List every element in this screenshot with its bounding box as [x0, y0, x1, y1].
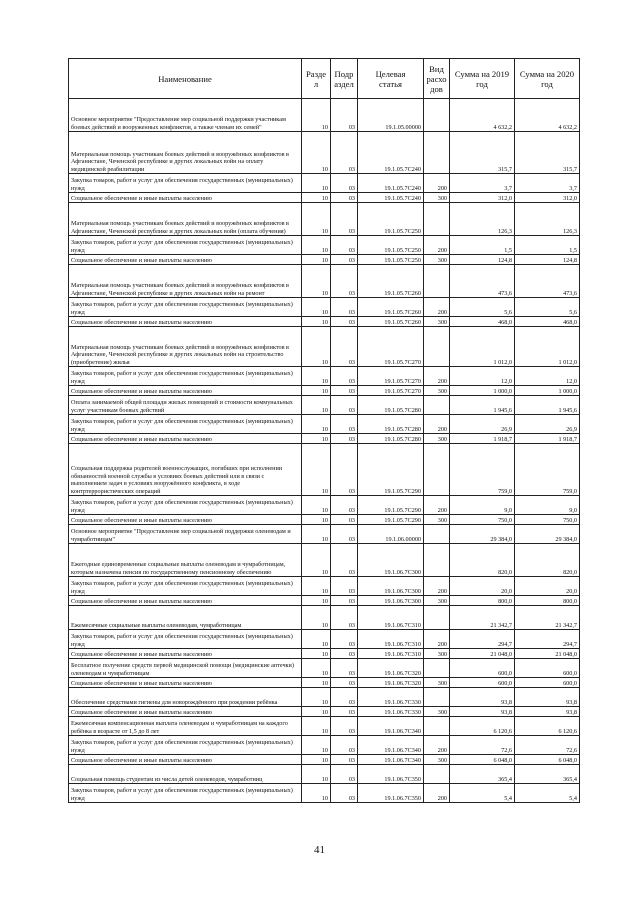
cell-name: Закупка товаров, работ и услуг для обеспечения государственных (муниципальных) нужд	[69, 630, 302, 649]
table-row	[69, 736, 580, 755]
table-row	[69, 327, 580, 367]
cell-subsection: 03	[331, 396, 358, 415]
cell-name: Обеспечение средствами гигиены для новорождённого при рождении ребёнка	[69, 688, 302, 707]
cell-target-article: 19.1.06.7С300	[358, 544, 424, 577]
cell-expense-kind: 300	[424, 649, 450, 659]
table-row	[69, 765, 580, 784]
cell-expense-kind	[424, 444, 450, 496]
table-row	[69, 784, 580, 803]
cell-section: 10	[302, 596, 331, 606]
header-name: Наименование	[69, 59, 302, 99]
cell-target-article: 19.1.06.7С350	[358, 784, 424, 803]
cell-expense-kind: 300	[424, 515, 450, 525]
cell-sum-2019: 5,6	[450, 298, 515, 317]
cell-expense-kind: 200	[424, 577, 450, 596]
cell-expense-kind	[424, 99, 450, 132]
cell-sum-2019: 1 012,0	[450, 327, 515, 367]
cell-expense-kind: 200	[424, 367, 450, 386]
cell-target-article: 19.1.05.7С290	[358, 496, 424, 515]
cell-subsection: 03	[331, 317, 358, 327]
cell-section: 10	[302, 606, 331, 630]
cell-sum-2020: 800,0	[515, 596, 580, 606]
table-row	[69, 99, 580, 132]
cell-target-article: 19.1.05.7С240	[358, 193, 424, 203]
cell-expense-kind: 200	[424, 415, 450, 434]
cell-sum-2020: 124,8	[515, 255, 580, 265]
cell-expense-kind: 300	[424, 678, 450, 688]
cell-section: 10	[302, 678, 331, 688]
cell-subsection: 03	[331, 736, 358, 755]
cell-sum-2019: 20,0	[450, 577, 515, 596]
cell-target-article: 19.1.06.7С330	[358, 688, 424, 707]
cell-target-article: 19.1.05.7С240	[358, 174, 424, 193]
cell-expense-kind: 200	[424, 298, 450, 317]
cell-name: Основное мероприятие "Предоставление мер социальной поддержки оленеводам и чумработницам"	[69, 525, 302, 544]
cell-sum-2019: 750,0	[450, 515, 515, 525]
cell-sum-2020: 759,0	[515, 444, 580, 496]
cell-sum-2020: 29 384,0	[515, 525, 580, 544]
cell-section: 10	[302, 255, 331, 265]
cell-target-article: 19.1.06.7С340	[358, 755, 424, 765]
cell-section: 10	[302, 327, 331, 367]
cell-sum-2020: 473,6	[515, 265, 580, 298]
table-row	[69, 132, 580, 174]
cell-subsection: 03	[331, 434, 358, 444]
header-expense-kind: Вид расхо дов	[424, 59, 450, 99]
cell-subsection: 03	[331, 755, 358, 765]
cell-sum-2019: 1 000,0	[450, 386, 515, 396]
cell-sum-2019: 820,0	[450, 544, 515, 577]
cell-name: Социальное обеспечение и иные выплаты населению	[69, 255, 302, 265]
cell-subsection: 03	[331, 265, 358, 298]
cell-subsection: 03	[331, 707, 358, 717]
cell-sum-2020: 93,8	[515, 707, 580, 717]
cell-section: 10	[302, 265, 331, 298]
cell-sum-2020: 126,3	[515, 203, 580, 236]
cell-target-article: 19.1.06.7С320	[358, 659, 424, 678]
cell-sum-2020: 9,0	[515, 496, 580, 515]
cell-section: 10	[302, 396, 331, 415]
cell-target-article: 19.1.06.7С300	[358, 577, 424, 596]
cell-sum-2019: 800,0	[450, 596, 515, 606]
cell-section: 10	[302, 193, 331, 203]
table-row	[69, 396, 580, 415]
cell-target-article: 19.1.05.7С260	[358, 298, 424, 317]
cell-expense-kind: 300	[424, 255, 450, 265]
cell-expense-kind	[424, 525, 450, 544]
cell-sum-2020: 6 120,6	[515, 717, 580, 736]
table-row	[69, 203, 580, 236]
cell-target-article: 19.1.05.7С250	[358, 255, 424, 265]
cell-name: Социальное обеспечение и иные выплаты населению	[69, 707, 302, 717]
cell-name: Социальное обеспечение и иные выплаты населению	[69, 755, 302, 765]
table-row	[69, 596, 580, 606]
cell-subsection: 03	[331, 688, 358, 707]
cell-subsection: 03	[331, 415, 358, 434]
cell-name: Бесплатное получение средств первой медицинской помощи (медицинские аптечки) оленеводам и чумработницам	[69, 659, 302, 678]
cell-name: Закупка товаров, работ и услуг для обеспечения государственных (муниципальных) нужд	[69, 496, 302, 515]
cell-target-article: 19.1.05.7С270	[358, 386, 424, 396]
cell-target-article: 19.1.05.7С290	[358, 444, 424, 496]
cell-sum-2020: 4 632,2	[515, 99, 580, 132]
cell-expense-kind: 300	[424, 386, 450, 396]
cell-sum-2019: 29 384,0	[450, 525, 515, 544]
cell-target-article: 19.1.05.7С260	[358, 317, 424, 327]
table-row	[69, 606, 580, 630]
cell-section: 10	[302, 577, 331, 596]
budget-table-page	[68, 58, 579, 803]
cell-expense-kind	[424, 396, 450, 415]
cell-section: 10	[302, 317, 331, 327]
cell-target-article: 19.1.06.7С310	[358, 649, 424, 659]
cell-sum-2019: 21 048,0	[450, 649, 515, 659]
cell-sum-2020: 315,7	[515, 132, 580, 174]
cell-expense-kind: 300	[424, 317, 450, 327]
cell-sum-2020: 26,9	[515, 415, 580, 434]
cell-section: 10	[302, 203, 331, 236]
cell-name: Материальная помощь участникам боевых действий и вооружённых конфликтов в Афганистане, Чеченской республике и других локальных войн на ремонт	[69, 265, 302, 298]
cell-expense-kind	[424, 203, 450, 236]
cell-name: Ежемесячная компенсационная выплата оленеводам и чумработницам на каждого ребёнка в возрасте от 1,5 до 8 лет	[69, 717, 302, 736]
cell-expense-kind: 200	[424, 236, 450, 255]
table-row	[69, 525, 580, 544]
cell-target-article: 19.1.05.7С270	[358, 367, 424, 386]
table-row	[69, 298, 580, 317]
table-row	[69, 174, 580, 193]
cell-section: 10	[302, 415, 331, 434]
cell-section: 10	[302, 174, 331, 193]
cell-expense-kind	[424, 327, 450, 367]
cell-subsection: 03	[331, 765, 358, 784]
cell-sum-2019: 312,0	[450, 193, 515, 203]
cell-subsection: 03	[331, 193, 358, 203]
cell-subsection: 03	[331, 132, 358, 174]
cell-expense-kind	[424, 544, 450, 577]
cell-section: 10	[302, 525, 331, 544]
cell-name: Социальное обеспечение и иные выплаты населению	[69, 678, 302, 688]
cell-expense-kind: 300	[424, 707, 450, 717]
cell-expense-kind: 200	[424, 784, 450, 803]
cell-sum-2019: 72,6	[450, 736, 515, 755]
cell-name: Материальная помощь участникам боевых действий и вооружённых конфликтов в Афганистане, Чеченской республике и других локальных войн на строительство (приобретение) жилья	[69, 327, 302, 367]
cell-name: Социальное обеспечение и иные выплаты населению	[69, 317, 302, 327]
cell-sum-2020: 3,7	[515, 174, 580, 193]
table-body	[69, 99, 580, 803]
cell-target-article: 19.1.06.7С320	[358, 678, 424, 688]
cell-sum-2019: 6 120,6	[450, 717, 515, 736]
cell-sum-2020: 1,5	[515, 236, 580, 255]
table-header-row	[69, 59, 580, 99]
cell-section: 10	[302, 99, 331, 132]
cell-section: 10	[302, 649, 331, 659]
cell-name: Материальная помощь участникам боевых действий и вооружённых конфликтов в Афганистане, Чеченской республике и других локальных войн на оплату медицинской реабилитации	[69, 132, 302, 174]
cell-section: 10	[302, 496, 331, 515]
table-row	[69, 717, 580, 736]
cell-section: 10	[302, 717, 331, 736]
cell-expense-kind	[424, 659, 450, 678]
table-row	[69, 577, 580, 596]
cell-section: 10	[302, 765, 331, 784]
cell-expense-kind: 300	[424, 596, 450, 606]
cell-sum-2019: 21 342,7	[450, 606, 515, 630]
cell-sum-2019: 365,4	[450, 765, 515, 784]
cell-sum-2020: 5,4	[515, 784, 580, 803]
cell-name: Закупка товаров, работ и услуг для обеспечения государственных (муниципальных) нужд	[69, 736, 302, 755]
cell-target-article: 19.1.06.00000	[358, 525, 424, 544]
cell-name: Ежемесячные социальные выплаты оленеводам, чумработницам	[69, 606, 302, 630]
cell-name: Социальное обеспечение и иные выплаты населению	[69, 434, 302, 444]
cell-subsection: 03	[331, 174, 358, 193]
cell-expense-kind: 300	[424, 755, 450, 765]
header-sum-2019: Сумма на 2019 год	[450, 59, 515, 99]
cell-section: 10	[302, 444, 331, 496]
cell-name: Закупка товаров, работ и услуг для обеспечения государственных (муниципальных) нужд	[69, 236, 302, 255]
cell-expense-kind: 200	[424, 174, 450, 193]
table-row	[69, 444, 580, 496]
cell-subsection: 03	[331, 659, 358, 678]
cell-expense-kind	[424, 717, 450, 736]
cell-target-article: 19.1.05.7С280	[358, 434, 424, 444]
cell-expense-kind	[424, 765, 450, 784]
cell-section: 10	[302, 736, 331, 755]
cell-section: 10	[302, 784, 331, 803]
cell-target-article: 19.1.05.7С240	[358, 132, 424, 174]
cell-subsection: 03	[331, 717, 358, 736]
cell-subsection: 03	[331, 203, 358, 236]
cell-sum-2019: 294,7	[450, 630, 515, 649]
cell-section: 10	[302, 707, 331, 717]
cell-name: Социальное обеспечение и иные выплаты населению	[69, 515, 302, 525]
cell-name: Ежегодные единовременные социальные выплаты оленеводам и чумработницам, которым назначена пенсия по государственному пенсионному обеспечению	[69, 544, 302, 577]
page-number: 41	[314, 844, 325, 856]
cell-subsection: 03	[331, 327, 358, 367]
cell-name: Социальное обеспечение и иные выплаты населению	[69, 193, 302, 203]
cell-name: Закупка товаров, работ и услуг для обеспечения государственных (муниципальных) нужд	[69, 367, 302, 386]
cell-name: Социальная поддержка родителей военнослужащих, погибших при исполнении обязанностей военной службы в условиях боевых действий или в связи с выполнением задач в условиях вооружённого конфликта, в ходе контртеррористических операций	[69, 444, 302, 496]
cell-section: 10	[302, 688, 331, 707]
header-sum-2020: Сумма на 2020 год	[515, 59, 580, 99]
table-row	[69, 630, 580, 649]
cell-sum-2019: 1,5	[450, 236, 515, 255]
cell-sum-2020: 600,0	[515, 678, 580, 688]
cell-name: Основное мероприятие "Предоставление мер социальной поддержки участникам боевых действий и вооруженных конфликтов, а также членам их семей"	[69, 99, 302, 132]
table-row	[69, 367, 580, 386]
cell-target-article: 19.1.05.7С280	[358, 396, 424, 415]
cell-subsection: 03	[331, 784, 358, 803]
table-row	[69, 678, 580, 688]
cell-subsection: 03	[331, 236, 358, 255]
table-row	[69, 193, 580, 203]
cell-expense-kind: 200	[424, 630, 450, 649]
cell-name: Закупка товаров, работ и услуг для обеспечения государственных (муниципальных) нужд	[69, 577, 302, 596]
cell-target-article: 19.1.06.7С340	[358, 736, 424, 755]
cell-subsection: 03	[331, 678, 358, 688]
cell-sum-2019: 124,8	[450, 255, 515, 265]
header-subsection: Подр аздел	[331, 59, 358, 99]
cell-sum-2019: 468,0	[450, 317, 515, 327]
cell-sum-2020: 93,8	[515, 688, 580, 707]
cell-sum-2020: 20,0	[515, 577, 580, 596]
cell-target-article: 19.1.05.7С290	[358, 515, 424, 525]
cell-expense-kind	[424, 265, 450, 298]
cell-section: 10	[302, 298, 331, 317]
table-row	[69, 265, 580, 298]
cell-name: Закупка товаров, работ и услуг для обеспечения государственных (муниципальных) нужд	[69, 784, 302, 803]
cell-sum-2020: 600,0	[515, 659, 580, 678]
cell-subsection: 03	[331, 515, 358, 525]
cell-sum-2019: 4 632,2	[450, 99, 515, 132]
table-row	[69, 707, 580, 717]
cell-sum-2020: 21 342,7	[515, 606, 580, 630]
cell-sum-2019: 12,0	[450, 367, 515, 386]
cell-section: 10	[302, 367, 331, 386]
cell-section: 10	[302, 434, 331, 444]
cell-subsection: 03	[331, 596, 358, 606]
table-row	[69, 544, 580, 577]
cell-sum-2019: 3,7	[450, 174, 515, 193]
cell-name: Закупка товаров, работ и услуг для обеспечения государственных (муниципальных) нужд	[69, 174, 302, 193]
cell-name: Социальное обеспечение и иные выплаты населению	[69, 386, 302, 396]
table-row	[69, 434, 580, 444]
cell-subsection: 03	[331, 525, 358, 544]
cell-target-article: 19.1.05.7С250	[358, 236, 424, 255]
cell-name: Закупка товаров, работ и услуг для обеспечения государственных (муниципальных) нужд	[69, 298, 302, 317]
cell-expense-kind: 300	[424, 193, 450, 203]
cell-sum-2020: 294,7	[515, 630, 580, 649]
cell-expense-kind	[424, 688, 450, 707]
cell-sum-2019: 1 918,7	[450, 434, 515, 444]
cell-section: 10	[302, 236, 331, 255]
cell-sum-2019: 600,0	[450, 678, 515, 688]
cell-sum-2019: 600,0	[450, 659, 515, 678]
cell-name: Закупка товаров, работ и услуг для обеспечения государственных (муниципальных) нужд	[69, 415, 302, 434]
cell-target-article: 19.1.05.7С260	[358, 265, 424, 298]
cell-target-article: 19.1.06.7С350	[358, 765, 424, 784]
cell-name: Материальная помощь участникам боевых действий и вооружённых конфликтов в Афганистане, Чеченской республике и других локальных войн (оплата обучения)	[69, 203, 302, 236]
cell-section: 10	[302, 755, 331, 765]
cell-target-article: 19.1.05.7С280	[358, 415, 424, 434]
table-row	[69, 317, 580, 327]
cell-section: 10	[302, 544, 331, 577]
cell-expense-kind: 200	[424, 496, 450, 515]
cell-sum-2019: 93,8	[450, 707, 515, 717]
cell-expense-kind: 200	[424, 736, 450, 755]
cell-target-article: 19.1.06.7С340	[358, 717, 424, 736]
cell-sum-2020: 1 918,7	[515, 434, 580, 444]
cell-sum-2020: 1 945,6	[515, 396, 580, 415]
cell-sum-2020: 750,0	[515, 515, 580, 525]
cell-sum-2020: 820,0	[515, 544, 580, 577]
table-row	[69, 515, 580, 525]
cell-name: Социальное обеспечение и иные выплаты населению	[69, 596, 302, 606]
cell-name: Оплата занимаемой общей площади жилых помещений и стоимости коммунальных услуг участникам боевых действий	[69, 396, 302, 415]
table-row	[69, 496, 580, 515]
cell-name: Социальное обеспечение и иные выплаты населению	[69, 649, 302, 659]
cell-sum-2019: 26,9	[450, 415, 515, 434]
cell-sum-2019: 473,6	[450, 265, 515, 298]
cell-subsection: 03	[331, 367, 358, 386]
cell-section: 10	[302, 515, 331, 525]
cell-section: 10	[302, 630, 331, 649]
cell-target-article: 19.1.06.7С300	[358, 596, 424, 606]
table-row	[69, 755, 580, 765]
cell-sum-2020: 365,4	[515, 765, 580, 784]
cell-sum-2020: 1 000,0	[515, 386, 580, 396]
cell-expense-kind: 300	[424, 434, 450, 444]
header-section: Разде л	[302, 59, 331, 99]
cell-expense-kind	[424, 132, 450, 174]
cell-target-article: 19.1.05.7С250	[358, 203, 424, 236]
cell-name: Социальная помощь студентам из числа детей оленеводов, чумработниц	[69, 765, 302, 784]
table-row	[69, 659, 580, 678]
table-row	[69, 688, 580, 707]
cell-sum-2019: 93,8	[450, 688, 515, 707]
table-row	[69, 386, 580, 396]
cell-sum-2019: 759,0	[450, 444, 515, 496]
cell-section: 10	[302, 132, 331, 174]
cell-section: 10	[302, 386, 331, 396]
cell-subsection: 03	[331, 255, 358, 265]
cell-sum-2020: 1 012,0	[515, 327, 580, 367]
cell-sum-2020: 6 048,0	[515, 755, 580, 765]
table-row	[69, 236, 580, 255]
cell-subsection: 03	[331, 496, 358, 515]
table-row	[69, 649, 580, 659]
cell-sum-2019: 315,7	[450, 132, 515, 174]
cell-subsection: 03	[331, 386, 358, 396]
table-row	[69, 255, 580, 265]
cell-subsection: 03	[331, 544, 358, 577]
cell-section: 10	[302, 659, 331, 678]
cell-sum-2020: 5,6	[515, 298, 580, 317]
cell-subsection: 03	[331, 649, 358, 659]
cell-subsection: 03	[331, 444, 358, 496]
cell-subsection: 03	[331, 99, 358, 132]
cell-sum-2020: 468,0	[515, 317, 580, 327]
budget-table	[68, 58, 580, 803]
cell-target-article: 19.1.05.00000	[358, 99, 424, 132]
cell-sum-2019: 6 048,0	[450, 755, 515, 765]
cell-sum-2019: 126,3	[450, 203, 515, 236]
cell-target-article: 19.1.06.7С330	[358, 707, 424, 717]
cell-subsection: 03	[331, 630, 358, 649]
header-target-article: Целевая статья	[358, 59, 424, 99]
cell-target-article: 19.1.06.7С310	[358, 630, 424, 649]
cell-sum-2020: 12,0	[515, 367, 580, 386]
cell-sum-2019: 1 945,6	[450, 396, 515, 415]
table-row	[69, 415, 580, 434]
cell-target-article: 19.1.05.7С270	[358, 327, 424, 367]
cell-subsection: 03	[331, 298, 358, 317]
cell-expense-kind	[424, 606, 450, 630]
cell-subsection: 03	[331, 577, 358, 596]
cell-subsection: 03	[331, 606, 358, 630]
cell-sum-2019: 9,0	[450, 496, 515, 515]
cell-sum-2020: 21 048,0	[515, 649, 580, 659]
cell-sum-2020: 72,6	[515, 736, 580, 755]
cell-sum-2019: 5,4	[450, 784, 515, 803]
cell-sum-2020: 312,0	[515, 193, 580, 203]
cell-target-article: 19.1.06.7С310	[358, 606, 424, 630]
